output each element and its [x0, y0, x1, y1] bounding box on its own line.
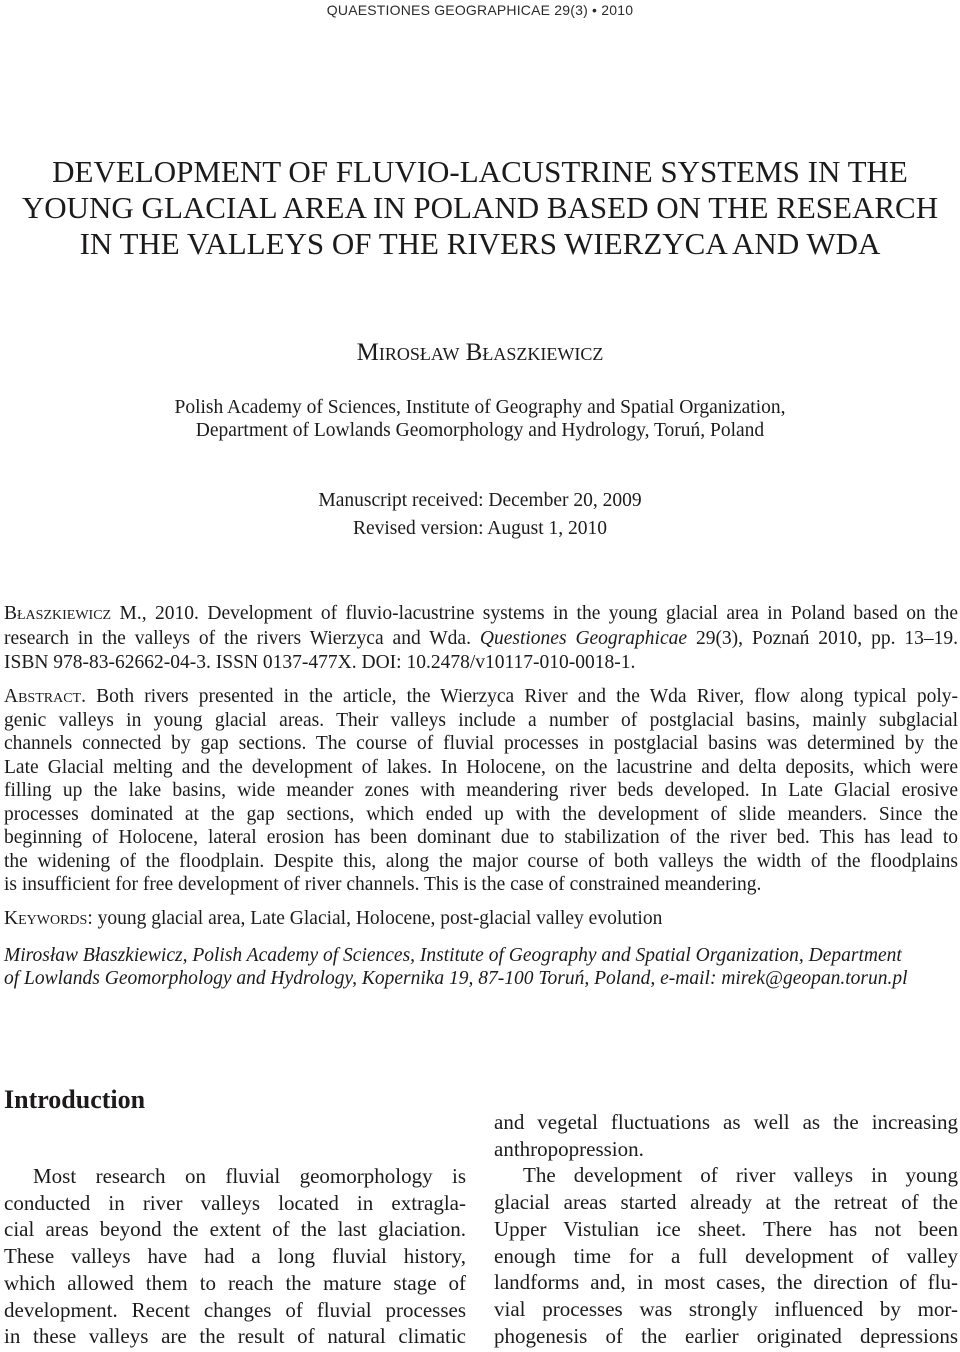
body-line: The development of river valleys in young	[523, 1163, 958, 1188]
body-line: Upper Vistulian ice sheet. There has not been	[494, 1216, 958, 1241]
body-line: glacial areas started already at the retreat of the	[494, 1190, 958, 1215]
section-heading-introduction: Introduction	[4, 1085, 146, 1114]
citation-line	[4, 602, 958, 627]
body-line: anthropopression.	[494, 1136, 644, 1161]
body-line: These valleys have had a long fluvial history,	[4, 1244, 466, 1269]
abstract-line: channels connected by gap sections. The course of fluvial processes in postglacial basins was determined by the	[4, 733, 958, 754]
citation-author: Błaszkiewicz	[4, 603, 112, 624]
abstract-line: genic valleys in young glacial areas. Their valleys include a number of postglacial basins, mainly subglacial	[4, 709, 958, 731]
article-title	[0, 154, 960, 262]
body-line: in these valleys are the result of natural climatic	[4, 1324, 466, 1349]
abstract-line: Late Glacial melting and the development of lakes. In Holocene, on the lacustrine and delta deposits, which were	[4, 756, 958, 778]
correspondence-line: Mirosław Błaszkiewicz, Polish Academy of Sciences, Institute of Geography and Spatial Organization, Department	[4, 945, 902, 966]
body-line: and vegetal fluctuations as well as the increasing	[494, 1110, 958, 1134]
keywords-label: Keywords	[4, 908, 88, 929]
affiliation-line: Polish Academy of Sciences, Institute of Geography and Spatial Organization,	[174, 397, 786, 418]
body-line: Most research on fluvial geomorphology is	[33, 1164, 466, 1188]
citation-text: M., 2010. Development of fluvio-lacustrine systems in the young glacial area in Poland based on the	[119, 603, 959, 624]
body-line: which allowed them to reach the mature stage of	[4, 1270, 466, 1295]
abstract	[4, 685, 958, 897]
abstract-text: Both rivers presented in the article, the Wierzyca River and the Wda River, flow along typical poly-	[96, 686, 958, 707]
citation	[4, 602, 958, 676]
body-line: cial areas beyond the extent of the last glaciation.	[4, 1217, 466, 1242]
body-line: landforms and, in most cases, the direction of flu-	[494, 1270, 958, 1295]
affiliation	[0, 396, 960, 442]
manuscript-dates	[0, 487, 960, 543]
abstract-line: the widening of the floodplain. Despite this, along the major course of both valleys the width of the floodplains	[4, 850, 958, 872]
body-line: conducted in river valleys located in extragla-	[4, 1190, 466, 1215]
title-line: DEVELOPMENT OF FLUVIO-LACUSTRINE SYSTEMS IN THE	[52, 154, 908, 189]
citation-text: 29(3), Poznań 2010, pp. 13–19.	[695, 627, 959, 649]
abstract-label: Abstract.	[4, 686, 86, 707]
body-line: enough time for a full development of valley	[494, 1243, 958, 1268]
title-line: IN THE VALLEYS OF THE RIVERS WIERZYCA AND WDA	[79, 226, 881, 261]
keywords	[4, 907, 958, 931]
received-date: Manuscript received: December 20, 2009	[318, 490, 642, 511]
affiliation-line: Department of Lowlands Geomorphology and Hydrology, Toruń, Poland	[195, 420, 765, 441]
correspondence-line: of Lowlands Geomorphology and Hydrology, Kopernika 19, 87-100 Toruń, Poland, e-mail: mirek@geopan.torun.pl	[4, 968, 908, 989]
body-line: phogenesis of the earlier originated depressions	[494, 1323, 958, 1348]
citation-journal: Questiones Geographicae	[479, 627, 688, 649]
abstract-line: beginning of Holocene, lateral erosion has been dominant due to stabilization of the river bed. This has lead to	[4, 827, 958, 848]
citation-line: ISBN 978-83-62662-04-3. ISSN 0137-477X. DOI: 10.2478/v10117-010-0018-1.	[4, 652, 636, 673]
body-line: vial processes was strongly influenced by mor-	[494, 1296, 958, 1321]
author-correspondence	[4, 944, 958, 990]
abstract-line	[4, 685, 958, 709]
citation-line	[4, 627, 958, 652]
revised-date: Revised version: August 1, 2010	[352, 518, 608, 539]
right-column-text	[494, 1109, 958, 1349]
left-column-text	[4, 1163, 466, 1350]
title-line: YOUNG GLACIAL AREA IN POLAND BASED ON THE RESEARCH	[21, 190, 939, 225]
citation-text: research in the valleys of the rivers Wierzyca and Wda.	[4, 627, 471, 649]
abstract-line: is insufficient for free development of river channels. This is the case of constrained meandering.	[4, 874, 762, 895]
keywords-text: : young glacial area, Late Glacial, Holocene, post-glacial valley evolution	[87, 908, 663, 929]
abstract-line: processes dominated at the gap sections, which ended up with the development of slide meanders. Since the	[4, 803, 958, 825]
author-name: Mirosław Błaszkiewicz	[356, 339, 604, 366]
running-head: QUAESTIONES GEOGRAPHICAE 29(3) • 2010	[326, 2, 634, 18]
body-line: development. Recent changes of fluvial processes	[4, 1297, 466, 1322]
abstract-line: filling up the lake basins, wide meander zones with meandering river beds developed. In Late Glacial erosive	[4, 780, 958, 801]
